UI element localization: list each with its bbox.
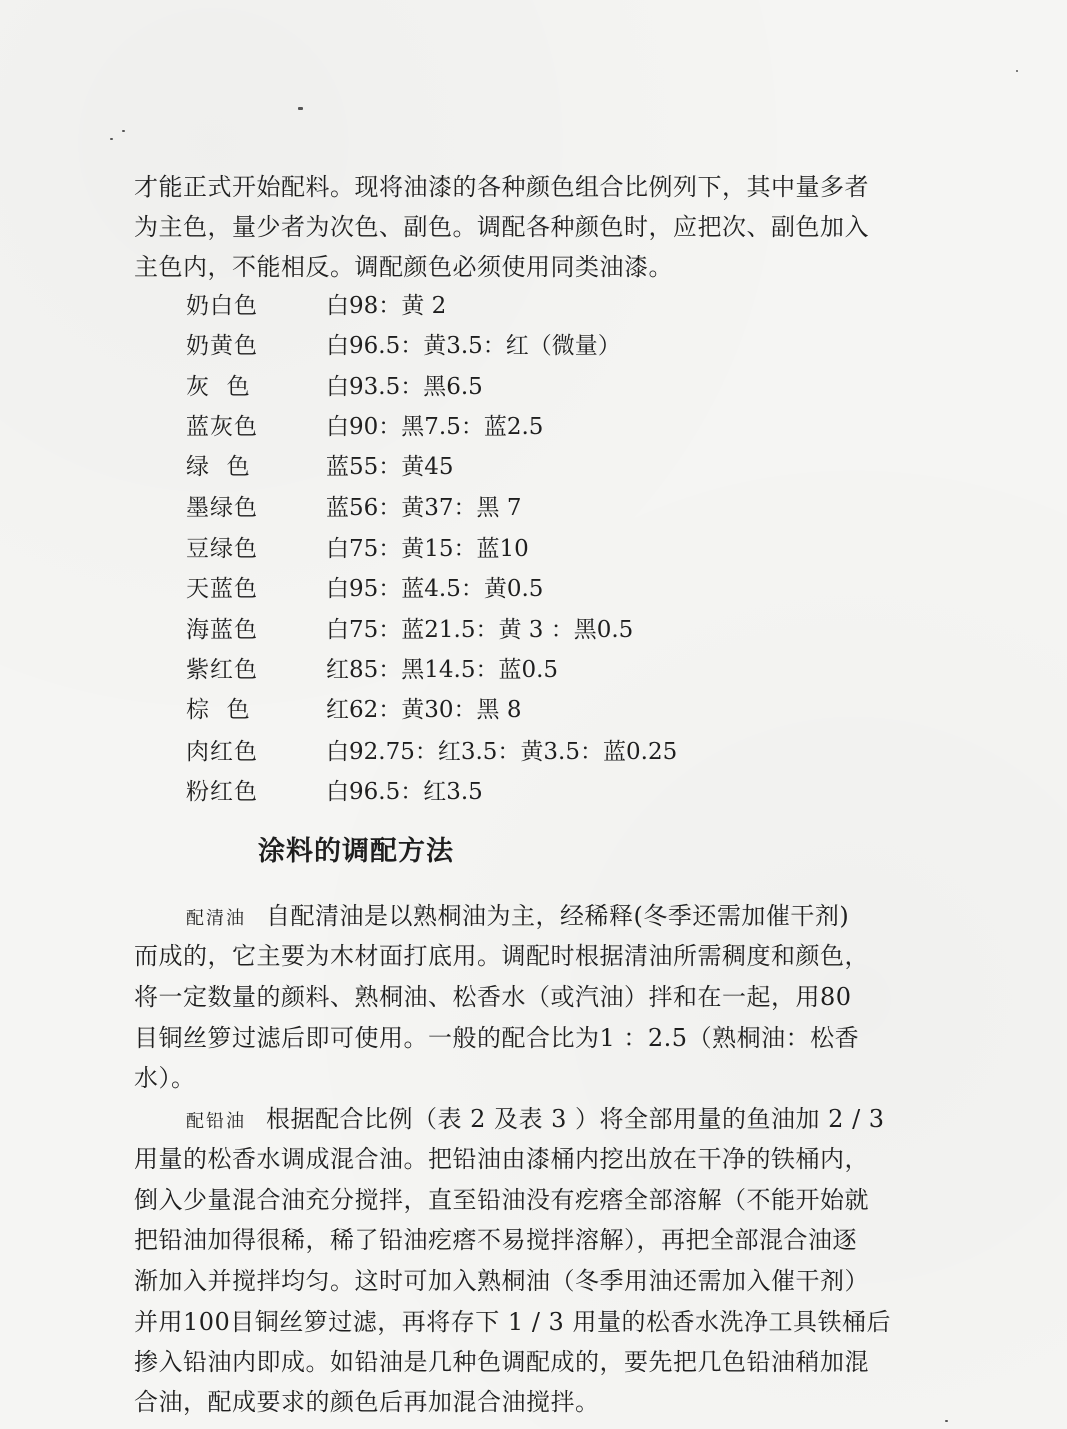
lead-oil-line: 并用100目铜丝箩过滤，再将存下 1 / 3 用量的松香水洗净工具铁桶后 <box>134 1308 891 1336</box>
color-row <box>186 569 543 609</box>
color-ratio: 白95：蓝4.5：黄0.5 <box>326 576 544 602</box>
scan-speck <box>122 130 125 132</box>
color-ratio: 白98：黄 2 <box>326 293 447 319</box>
section-title: 涂料的调配方法 <box>258 836 454 867</box>
color-ratio: 蓝56：黄37：黑 7 <box>326 495 522 521</box>
scan-speck <box>110 138 113 140</box>
lead-oil-line: 用量的松香水调成混合油。把铅油由漆桶内挖出放在干净的铁桶内， <box>134 1145 869 1173</box>
color-name: 墨绿色 <box>186 495 258 521</box>
color-ratio: 白96.5：黄3.5：红（微量） <box>326 333 621 359</box>
lead-oil-line: 倒入少量混合油充分搅拌，直至铅油没有疙瘩全部溶解（不能开始就 <box>134 1186 869 1214</box>
scan-speck <box>298 107 303 110</box>
color-ratio: 红62：黄30：黑 8 <box>326 697 522 723</box>
color-name: 奶黄色 <box>186 333 258 359</box>
color-row <box>186 610 633 650</box>
color-ratio: 白90：黑7.5：蓝2.5 <box>326 414 544 440</box>
color-row <box>186 529 529 569</box>
color-name: 灰 色 <box>186 374 251 400</box>
lead-oil-label: 配铅油 <box>186 1111 246 1132</box>
color-ratio: 红85：黑14.5：蓝0.5 <box>326 657 559 683</box>
color-row <box>186 367 483 407</box>
color-row <box>186 690 521 730</box>
clear-oil-line: 目铜丝箩过滤后即可使用。一般的配合比为1 ：2.5（熟桐油：松香 <box>134 1024 860 1052</box>
scan-speck <box>945 1420 948 1422</box>
color-name: 海蓝色 <box>186 617 258 643</box>
clear-oil-line: 水）。 <box>134 1064 196 1092</box>
intro-line: 才能正式开始配料。现将油漆的各种颜色组合比例列下，其中量多者 <box>134 173 869 201</box>
color-ratio: 白92.75：红3.5：黄3.5：蓝0.25 <box>326 739 678 765</box>
color-name: 豆绿色 <box>186 536 258 562</box>
intro-line: 为主色，量少者为次色、副色。调配各种颜色时，应把次、副色加入 <box>134 213 869 241</box>
color-name: 棕 色 <box>186 697 251 723</box>
lead-oil-first-line <box>186 1099 885 1142</box>
color-ratio: 白75：黄15：蓝10 <box>326 536 529 562</box>
color-ratio: 白96.5：红3.5 <box>326 779 483 805</box>
color-row <box>186 447 454 487</box>
color-name: 蓝灰色 <box>186 414 258 440</box>
color-name: 肉红色 <box>186 739 258 765</box>
clear-oil-first-line <box>186 896 849 939</box>
color-ratio: 蓝55：黄45 <box>326 454 454 480</box>
color-row <box>186 488 521 528</box>
color-name: 奶白色 <box>186 293 258 319</box>
clear-oil-label: 配清油 <box>186 908 246 929</box>
clear-oil-line: 而成的，它主要为木材面打底用。调配时根据清油所需稠度和颜色， <box>134 942 869 970</box>
color-ratio: 白93.5：黑6.5 <box>326 374 483 400</box>
color-name: 天蓝色 <box>186 576 258 602</box>
lead-oil-text: 根据配合比例（表 2 及表 3 ）将全部用量的鱼油加 2 / 3 <box>266 1105 885 1133</box>
color-name: 粉红色 <box>186 779 258 805</box>
color-ratio: 白75：蓝21.5：黄 3 ：黑0.5 <box>326 617 634 643</box>
scan-speck <box>1016 70 1018 72</box>
color-row <box>186 650 558 690</box>
color-row <box>186 772 483 812</box>
lead-oil-line: 掺入铅油内即成。如铅油是几种色调配成的，要先把几色铅油稍加混 <box>134 1348 869 1376</box>
intro-line: 主色内，不能相反。调配颜色必须使用同类油漆。 <box>134 253 673 281</box>
color-row <box>186 407 543 447</box>
lead-oil-line: 把铅油加得很稀，稀了铅油疙瘩不易搅拌溶解），再把全部混合油逐 <box>134 1226 857 1254</box>
color-row <box>186 326 621 366</box>
color-row <box>186 732 677 772</box>
clear-oil-line: 将一定数量的颜料、熟桐油、松香水（或汽油）拌和在一起，用80 <box>134 983 852 1011</box>
color-name: 绿 色 <box>186 454 251 480</box>
color-name: 紫红色 <box>186 657 258 683</box>
lead-oil-line: 合油，配成要求的颜色后再加混合油搅拌。 <box>134 1388 600 1416</box>
clear-oil-text: 自配清油是以熟桐油为主，经稀释(冬季还需加催干剂) <box>266 902 850 930</box>
lead-oil-line: 渐加入并搅拌均匀。这时可加入熟桐油（冬季用油还需加入催干剂） <box>134 1267 869 1295</box>
color-row <box>186 286 446 326</box>
